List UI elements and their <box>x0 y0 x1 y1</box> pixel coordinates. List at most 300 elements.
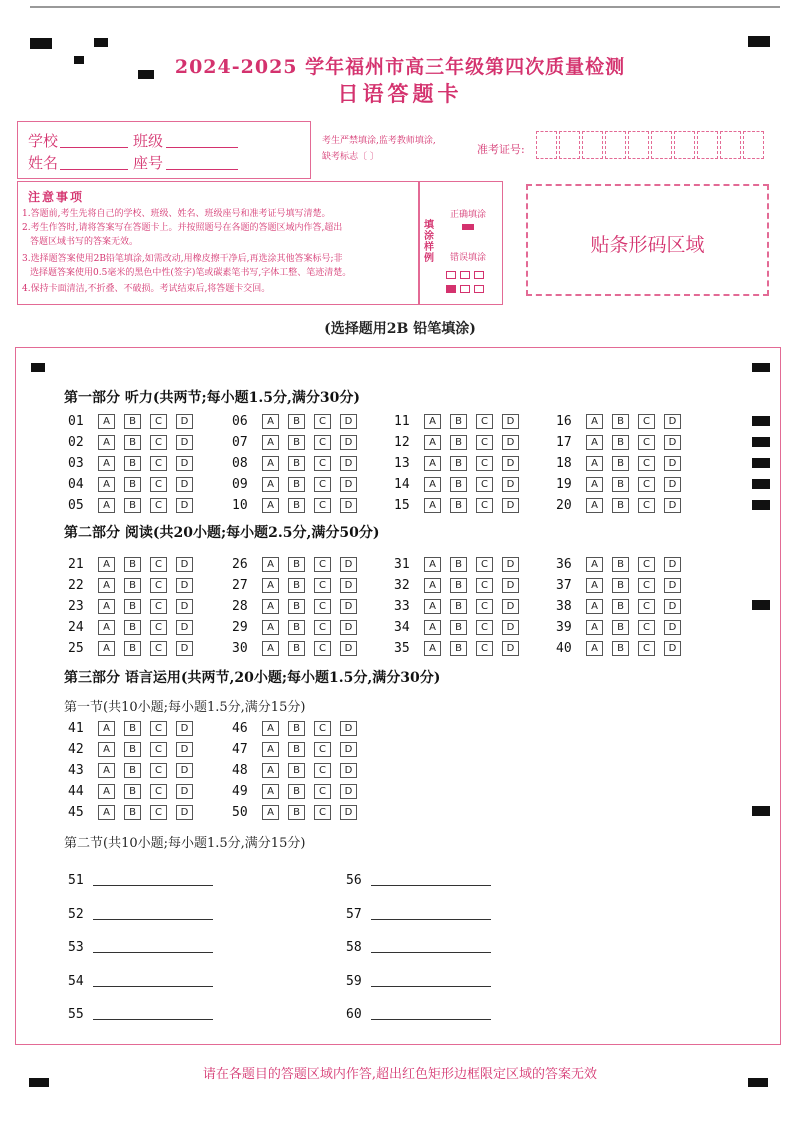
option-a-bubble[interactable]: A <box>262 456 279 471</box>
option-a-bubble[interactable]: A <box>586 435 603 450</box>
exam-id-cell[interactable] <box>697 131 718 159</box>
option-d-bubble[interactable]: D <box>502 557 519 572</box>
question-number: 48 <box>232 762 248 778</box>
option-a-bubble[interactable]: A <box>424 641 441 656</box>
option-a-bubble[interactable]: A <box>424 599 441 614</box>
option-c-bubble[interactable]: C <box>314 498 331 513</box>
notice-line-1: 1.答题前,考生先将自己的学校、班级、姓名、班级座号和准考证号填写清楚。 <box>22 209 331 219</box>
option-a-bubble[interactable]: A <box>586 557 603 572</box>
option-c-bubble[interactable]: C <box>476 599 493 614</box>
option-c-bubble[interactable]: C <box>150 721 167 736</box>
option-d-bubble[interactable]: D <box>664 557 681 572</box>
option-a-bubble[interactable]: A <box>262 805 279 820</box>
question-46 <box>232 720 366 736</box>
option-b-bubble[interactable]: B <box>450 557 467 572</box>
question-16 <box>556 413 690 429</box>
option-a-bubble[interactable]: A <box>262 742 279 757</box>
option-b-bubble[interactable]: B <box>124 414 141 429</box>
option-b-bubble[interactable]: B <box>450 641 467 656</box>
option-a-bubble[interactable]: A <box>586 498 603 513</box>
option-a-bubble[interactable]: A <box>262 414 279 429</box>
option-c-bubble[interactable]: C <box>314 721 331 736</box>
option-a-bubble[interactable]: A <box>98 456 115 471</box>
option-d-bubble[interactable]: D <box>664 578 681 593</box>
option-d-bubble[interactable]: D <box>176 578 193 593</box>
option-d-bubble[interactable]: D <box>340 557 357 572</box>
question-42 <box>68 741 202 757</box>
question-number: 18 <box>556 455 572 471</box>
question-number: 19 <box>556 476 572 492</box>
question-number: 23 <box>68 598 84 614</box>
exam-title: 2024-2025 学年福州市高三年级第四次质量检测 <box>174 56 626 78</box>
question-number: 49 <box>232 783 248 799</box>
option-d-bubble[interactable]: D <box>340 805 357 820</box>
option-d-bubble[interactable]: D <box>502 641 519 656</box>
option-b-bubble[interactable]: B <box>612 578 629 593</box>
option-a-bubble[interactable]: A <box>98 435 115 450</box>
question-38 <box>556 598 690 614</box>
option-b-bubble[interactable]: B <box>124 599 141 614</box>
question-number: 09 <box>232 476 248 492</box>
option-d-bubble[interactable]: D <box>340 784 357 799</box>
question-number: 16 <box>556 413 572 429</box>
option-c-bubble[interactable]: C <box>314 763 331 778</box>
option-b-bubble[interactable]: B <box>288 477 305 492</box>
option-b-bubble[interactable]: B <box>124 641 141 656</box>
written-question-56 <box>346 870 491 888</box>
option-c-bubble[interactable]: C <box>150 498 167 513</box>
answer-line[interactable] <box>371 919 491 920</box>
answer-line[interactable] <box>371 986 491 987</box>
option-c-bubble[interactable]: C <box>476 435 493 450</box>
option-a-bubble[interactable]: A <box>262 784 279 799</box>
footer-warning: 请在各题目的答题区域内作答,超出红色矩形边框限定区域的答案无效 <box>202 1067 598 1082</box>
option-d-bubble[interactable]: D <box>176 784 193 799</box>
option-b-bubble[interactable]: B <box>288 763 305 778</box>
option-d-bubble[interactable]: D <box>502 578 519 593</box>
option-b-bubble[interactable]: B <box>450 498 467 513</box>
answer-line[interactable] <box>93 885 213 886</box>
option-a-bubble[interactable]: A <box>424 477 441 492</box>
option-c-bubble[interactable]: C <box>476 456 493 471</box>
option-c-bubble[interactable]: C <box>638 599 655 614</box>
exam-id-cell[interactable] <box>720 131 741 159</box>
exam-id-cell[interactable] <box>536 131 557 159</box>
option-d-bubble[interactable]: D <box>502 477 519 492</box>
option-a-bubble[interactable]: A <box>98 477 115 492</box>
option-d-bubble[interactable]: D <box>176 456 193 471</box>
question-number: 24 <box>68 619 84 635</box>
option-a-bubble[interactable]: A <box>586 641 603 656</box>
option-d-bubble[interactable]: D <box>340 578 357 593</box>
option-a-bubble[interactable]: A <box>586 477 603 492</box>
question-number: 27 <box>232 577 248 593</box>
written-question-58 <box>346 937 491 955</box>
option-a-bubble[interactable]: A <box>262 620 279 635</box>
option-a-bubble[interactable]: A <box>98 498 115 513</box>
option-a-bubble[interactable]: A <box>262 557 279 572</box>
option-d-bubble[interactable]: D <box>340 414 357 429</box>
option-d-bubble[interactable]: D <box>664 620 681 635</box>
option-a-bubble[interactable]: A <box>98 599 115 614</box>
sample-label: 填涂样例 <box>424 220 434 264</box>
option-d-bubble[interactable]: D <box>340 456 357 471</box>
seat-field[interactable] <box>166 169 238 170</box>
option-b-bubble[interactable]: B <box>288 620 305 635</box>
question-number: 28 <box>232 598 248 614</box>
option-c-bubble[interactable]: C <box>150 557 167 572</box>
question-21 <box>68 556 202 572</box>
option-a-bubble[interactable]: A <box>262 599 279 614</box>
option-d-bubble[interactable]: D <box>664 414 681 429</box>
question-19 <box>556 476 690 492</box>
option-b-bubble[interactable]: B <box>612 477 629 492</box>
option-d-bubble[interactable]: D <box>502 599 519 614</box>
alignment-mark-bottom-right <box>748 1078 768 1087</box>
option-c-bubble[interactable]: C <box>314 805 331 820</box>
option-a-bubble[interactable]: A <box>98 578 115 593</box>
question-1 <box>68 413 202 429</box>
option-d-bubble[interactable]: D <box>664 498 681 513</box>
option-d-bubble[interactable]: D <box>340 599 357 614</box>
option-a-bubble[interactable]: A <box>424 557 441 572</box>
question-number: 25 <box>68 640 84 656</box>
option-d-bubble[interactable]: D <box>176 599 193 614</box>
option-b-bubble[interactable]: B <box>288 498 305 513</box>
option-b-bubble[interactable]: B <box>124 557 141 572</box>
option-b-bubble[interactable]: B <box>124 763 141 778</box>
option-d-bubble[interactable]: D <box>340 498 357 513</box>
option-d-bubble[interactable]: D <box>176 805 193 820</box>
seat-label: 座号 <box>133 154 164 172</box>
option-c-bubble[interactable]: C <box>476 620 493 635</box>
option-b-bubble[interactable]: B <box>288 557 305 572</box>
answer-line[interactable] <box>93 1019 213 1020</box>
exam-id-cell[interactable] <box>743 131 764 159</box>
question-number: 53 <box>68 940 84 955</box>
option-b-bubble[interactable]: B <box>450 620 467 635</box>
option-b-bubble[interactable]: B <box>612 435 629 450</box>
exam-id-cell[interactable] <box>651 131 672 159</box>
option-c-bubble[interactable]: C <box>476 578 493 593</box>
option-c-bubble[interactable]: C <box>314 435 331 450</box>
question-number: 20 <box>556 497 572 513</box>
option-a-bubble[interactable]: A <box>98 620 115 635</box>
option-a-bubble[interactable]: A <box>98 641 115 656</box>
option-a-bubble[interactable]: A <box>424 578 441 593</box>
answer-line[interactable] <box>371 885 491 886</box>
option-b-bubble[interactable]: B <box>288 456 305 471</box>
part3-title: 第三部分 语言运用(共两节,20小题;每小题1.5分,满分30分) <box>64 670 441 686</box>
option-b-bubble[interactable]: B <box>288 435 305 450</box>
option-c-bubble[interactable]: C <box>638 477 655 492</box>
option-b-bubble[interactable]: B <box>450 477 467 492</box>
option-d-bubble[interactable]: D <box>502 414 519 429</box>
part3-section2-title: 第二节(共10小题;每小题1.5分,满分15分) <box>64 836 306 851</box>
option-d-bubble[interactable]: D <box>176 742 193 757</box>
option-c-bubble[interactable]: C <box>476 557 493 572</box>
question-number: 47 <box>232 741 248 757</box>
option-c-bubble[interactable]: C <box>150 742 167 757</box>
timing-mark <box>752 479 770 489</box>
option-c-bubble[interactable]: C <box>476 498 493 513</box>
option-c-bubble[interactable]: C <box>314 456 331 471</box>
option-c-bubble[interactable]: C <box>476 641 493 656</box>
option-b-bubble[interactable]: B <box>612 456 629 471</box>
option-a-bubble[interactable]: A <box>586 414 603 429</box>
answer-line[interactable] <box>93 952 213 953</box>
option-b-bubble[interactable]: B <box>288 805 305 820</box>
option-c-bubble[interactable]: C <box>638 498 655 513</box>
option-b-bubble[interactable]: B <box>124 742 141 757</box>
question-number: 41 <box>68 720 84 736</box>
option-a-bubble[interactable]: A <box>98 557 115 572</box>
option-d-bubble[interactable]: D <box>176 641 193 656</box>
name-field[interactable] <box>60 169 128 170</box>
question-44 <box>68 783 202 799</box>
option-c-bubble[interactable]: C <box>150 599 167 614</box>
option-d-bubble[interactable]: D <box>502 498 519 513</box>
option-c-bubble[interactable]: C <box>314 477 331 492</box>
option-a-bubble[interactable]: A <box>586 620 603 635</box>
option-d-bubble[interactable]: D <box>664 435 681 450</box>
answer-line[interactable] <box>371 1019 491 1020</box>
option-a-bubble[interactable]: A <box>98 763 115 778</box>
question-number: 07 <box>232 434 248 450</box>
option-c-bubble[interactable]: C <box>638 578 655 593</box>
question-13 <box>394 455 528 471</box>
class-field[interactable] <box>166 147 238 148</box>
answer-line[interactable] <box>93 986 213 987</box>
question-number: 54 <box>68 973 84 989</box>
option-c-bubble[interactable]: C <box>150 620 167 635</box>
option-a-bubble[interactable]: A <box>262 641 279 656</box>
question-number: 30 <box>232 640 248 656</box>
option-b-bubble[interactable]: B <box>288 784 305 799</box>
option-b-bubble[interactable]: B <box>612 498 629 513</box>
exam-id-cell[interactable] <box>628 131 649 159</box>
option-b-bubble[interactable]: B <box>124 805 141 820</box>
option-a-bubble[interactable]: A <box>262 435 279 450</box>
option-b-bubble[interactable]: B <box>450 578 467 593</box>
option-c-bubble[interactable]: C <box>638 435 655 450</box>
option-d-bubble[interactable]: D <box>340 721 357 736</box>
option-a-bubble[interactable]: A <box>98 414 115 429</box>
option-c-bubble[interactable]: C <box>150 641 167 656</box>
option-a-bubble[interactable]: A <box>586 456 603 471</box>
question-number: 44 <box>68 783 84 799</box>
notice-line-4: 3.选择题答案使用2B铅笔填涂,如需改动,用橡皮擦干净后,再选涂其他答案标号;非 <box>22 254 343 264</box>
option-c-bubble[interactable]: C <box>314 742 331 757</box>
option-b-bubble[interactable]: B <box>612 414 629 429</box>
option-c-bubble[interactable]: C <box>638 620 655 635</box>
option-d-bubble[interactable]: D <box>664 456 681 471</box>
option-c-bubble[interactable]: C <box>314 557 331 572</box>
option-c-bubble[interactable]: C <box>638 456 655 471</box>
option-a-bubble[interactable]: A <box>262 721 279 736</box>
option-a-bubble[interactable]: A <box>98 721 115 736</box>
option-d-bubble[interactable]: D <box>176 620 193 635</box>
option-c-bubble[interactable]: C <box>476 414 493 429</box>
option-a-bubble[interactable]: A <box>98 784 115 799</box>
option-d-bubble[interactable]: D <box>340 742 357 757</box>
question-41 <box>68 720 202 736</box>
answer-line[interactable] <box>93 919 213 920</box>
question-number: 02 <box>68 434 84 450</box>
option-a-bubble[interactable]: A <box>98 805 115 820</box>
option-c-bubble[interactable]: C <box>314 578 331 593</box>
absent-mark[interactable]: 缺考标志〔 〕 <box>322 152 379 162</box>
option-c-bubble[interactable]: C <box>150 578 167 593</box>
question-4 <box>68 476 202 492</box>
option-b-bubble[interactable]: B <box>450 414 467 429</box>
option-c-bubble[interactable]: C <box>638 414 655 429</box>
option-d-bubble[interactable]: D <box>176 498 193 513</box>
timing-mark <box>752 437 770 447</box>
option-c-bubble[interactable]: C <box>150 763 167 778</box>
option-d-bubble[interactable]: D <box>340 435 357 450</box>
option-b-bubble[interactable]: B <box>124 498 141 513</box>
option-c-bubble[interactable]: C <box>314 599 331 614</box>
option-b-bubble[interactable]: B <box>124 578 141 593</box>
exam-id-cell[interactable] <box>605 131 626 159</box>
question-number: 08 <box>232 455 248 471</box>
option-a-bubble[interactable]: A <box>262 498 279 513</box>
student-info-box <box>17 121 311 179</box>
option-a-bubble[interactable]: A <box>262 477 279 492</box>
written-question-60 <box>346 1004 491 1022</box>
option-d-bubble[interactable]: D <box>340 477 357 492</box>
barcode-area <box>526 184 769 296</box>
option-c-bubble[interactable]: C <box>638 557 655 572</box>
option-b-bubble[interactable]: B <box>288 742 305 757</box>
exam-id-cells[interactable] <box>536 131 766 159</box>
option-a-bubble[interactable]: A <box>424 456 441 471</box>
option-a-bubble[interactable]: A <box>586 578 603 593</box>
option-d-bubble[interactable]: D <box>176 721 193 736</box>
option-b-bubble[interactable]: B <box>612 641 629 656</box>
option-b-bubble[interactable]: B <box>124 784 141 799</box>
option-b-bubble[interactable]: B <box>612 599 629 614</box>
option-c-bubble[interactable]: C <box>314 784 331 799</box>
question-number: 01 <box>68 413 84 429</box>
question-22 <box>68 577 202 593</box>
option-a-bubble[interactable]: A <box>424 620 441 635</box>
option-b-bubble[interactable]: B <box>288 721 305 736</box>
option-a-bubble[interactable]: A <box>98 742 115 757</box>
option-c-bubble[interactable]: C <box>314 641 331 656</box>
option-d-bubble[interactable]: D <box>176 435 193 450</box>
option-c-bubble[interactable]: C <box>150 784 167 799</box>
option-a-bubble[interactable]: A <box>586 599 603 614</box>
question-32 <box>394 577 528 593</box>
question-7 <box>232 434 366 450</box>
option-d-bubble[interactable]: D <box>664 641 681 656</box>
option-d-bubble[interactable]: D <box>664 599 681 614</box>
question-number: 15 <box>394 497 410 513</box>
option-c-bubble[interactable]: C <box>150 456 167 471</box>
option-d-bubble[interactable]: D <box>176 414 193 429</box>
option-d-bubble[interactable]: D <box>340 763 357 778</box>
timing-mark <box>752 416 770 426</box>
question-number: 32 <box>394 577 410 593</box>
option-b-bubble[interactable]: B <box>124 435 141 450</box>
question-2 <box>68 434 202 450</box>
option-a-bubble[interactable]: A <box>262 763 279 778</box>
option-a-bubble[interactable]: A <box>424 498 441 513</box>
option-b-bubble[interactable]: B <box>450 456 467 471</box>
option-c-bubble[interactable]: C <box>150 435 167 450</box>
answer-line[interactable] <box>371 952 491 953</box>
option-b-bubble[interactable]: B <box>288 414 305 429</box>
option-d-bubble[interactable]: D <box>176 763 193 778</box>
option-b-bubble[interactable]: B <box>124 620 141 635</box>
option-d-bubble[interactable]: D <box>176 477 193 492</box>
option-b-bubble[interactable]: B <box>450 435 467 450</box>
question-45 <box>68 804 202 820</box>
question-23 <box>68 598 202 614</box>
question-number: 05 <box>68 497 84 513</box>
option-c-bubble[interactable]: C <box>314 414 331 429</box>
question-37 <box>556 577 690 593</box>
option-d-bubble[interactable]: D <box>502 435 519 450</box>
option-b-bubble[interactable]: B <box>288 599 305 614</box>
question-6 <box>232 413 366 429</box>
option-b-bubble[interactable]: B <box>612 557 629 572</box>
option-b-bubble[interactable]: B <box>288 578 305 593</box>
school-field[interactable] <box>60 147 128 148</box>
question-50 <box>232 804 366 820</box>
option-a-bubble[interactable]: A <box>424 414 441 429</box>
option-b-bubble[interactable]: B <box>124 721 141 736</box>
correct-fill-label: 正确填涂 <box>450 210 487 220</box>
exam-id-cell[interactable] <box>559 131 580 159</box>
option-c-bubble[interactable]: C <box>150 477 167 492</box>
question-number: 40 <box>556 640 572 656</box>
question-15 <box>394 497 528 513</box>
option-c-bubble[interactable]: C <box>150 805 167 820</box>
option-c-bubble[interactable]: C <box>150 414 167 429</box>
option-b-bubble[interactable]: B <box>450 599 467 614</box>
option-d-bubble[interactable]: D <box>340 620 357 635</box>
option-d-bubble[interactable]: D <box>176 557 193 572</box>
barcode-label: 贴条形码区域 <box>590 234 705 256</box>
option-d-bubble[interactable]: D <box>664 477 681 492</box>
question-24 <box>68 619 202 635</box>
option-b-bubble[interactable]: B <box>124 456 141 471</box>
question-number: 13 <box>394 455 410 471</box>
option-b-bubble[interactable]: B <box>612 620 629 635</box>
option-d-bubble[interactable]: D <box>340 641 357 656</box>
notice-line-3: 答题区域书写的答案无效。 <box>30 237 139 247</box>
exam-id-cell[interactable] <box>674 131 695 159</box>
option-a-bubble[interactable]: A <box>424 435 441 450</box>
question-5 <box>68 497 202 513</box>
option-a-bubble[interactable]: A <box>262 578 279 593</box>
question-number: 10 <box>232 497 248 513</box>
question-number: 31 <box>394 556 410 572</box>
option-c-bubble[interactable]: C <box>638 641 655 656</box>
option-c-bubble[interactable]: C <box>314 620 331 635</box>
option-d-bubble[interactable]: D <box>502 456 519 471</box>
written-question-52 <box>68 904 213 922</box>
option-c-bubble[interactable]: C <box>476 477 493 492</box>
written-question-54 <box>68 971 213 989</box>
option-d-bubble[interactable]: D <box>502 620 519 635</box>
exam-id-cell[interactable] <box>582 131 603 159</box>
option-b-bubble[interactable]: B <box>288 641 305 656</box>
option-b-bubble[interactable]: B <box>124 477 141 492</box>
